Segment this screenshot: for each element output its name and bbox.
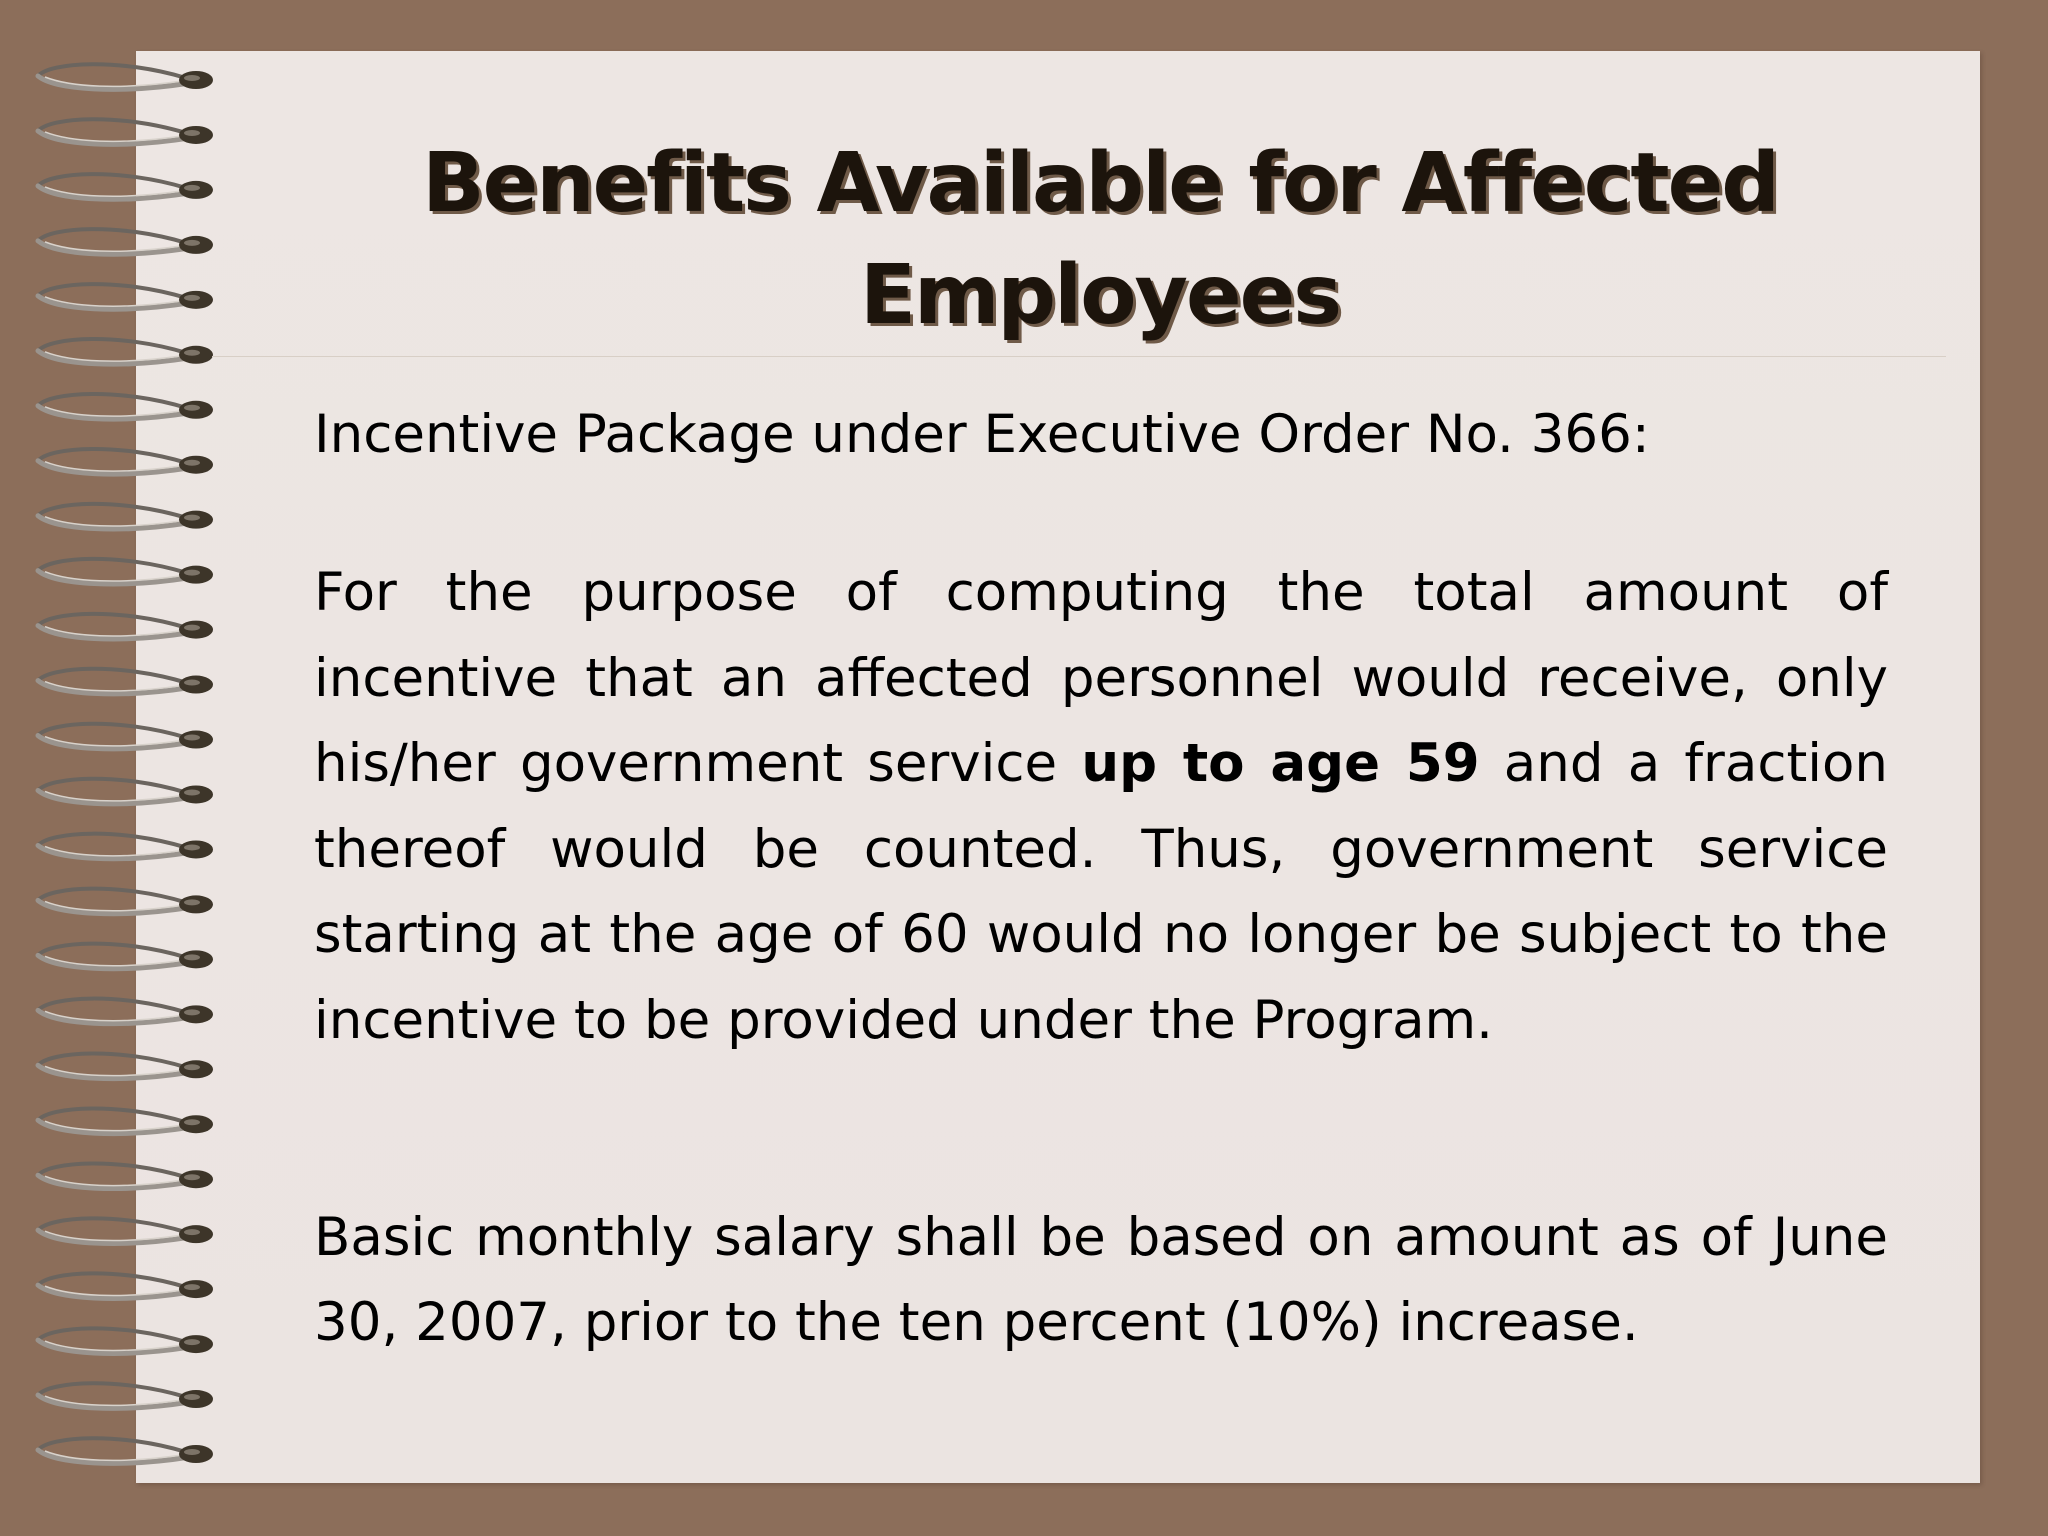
spiral-ring-icon [38, 64, 213, 89]
spiral-binding-icon [0, 0, 240, 1536]
paragraph-service-age-lead: For the purpose of computing the total amount of incentive that an affected personnel would receive, only his/her government service [314, 562, 1888, 794]
spiral-ring-icon [38, 944, 213, 969]
spiral-ring-icon [38, 1328, 213, 1353]
spiral-ring-icon [38, 229, 213, 254]
spiral-ring-icon [38, 1438, 213, 1463]
spiral-ring-icon [38, 504, 213, 529]
spiral-ring-icon [38, 559, 213, 584]
spiral-ring-icon [38, 1163, 213, 1188]
spiral-ring-icon [38, 614, 213, 639]
spiral-ring-icon [38, 724, 213, 749]
spiral-ring-icon [38, 1383, 213, 1408]
spiral-ring-icon [38, 779, 213, 804]
spiral-ring-icon [38, 174, 213, 199]
spiral-ring-icon [38, 889, 213, 914]
spiral-ring-icon [38, 669, 213, 694]
spiral-ring-icon [38, 119, 213, 144]
slide-title: Benefits Available for Affected Employees [422, 136, 1778, 343]
spiral-ring-icon [38, 1218, 213, 1243]
paragraph-basic-salary: Basic monthly salary shall be based on amount as of June 30, 2007, prior to the ten percent (10%) increase. [314, 1207, 1888, 1353]
spiral-ring-icon [38, 284, 213, 309]
spiral-ring-icon [38, 339, 213, 364]
spiral-ring-icon [38, 449, 213, 474]
spiral-ring-icon [38, 1108, 213, 1133]
spiral-ring-icon [38, 834, 213, 859]
spiral-ring-icon [38, 1054, 213, 1079]
paragraph-service-age [314, 550, 1888, 1063]
section-heading: Incentive Package under Executive Order No. 366: [314, 404, 1650, 465]
spiral-ring-icon [38, 1273, 213, 1298]
paragraph-service-age-tail: and a fraction thereof would be counted. Thus, government service starting at the age of 60 would no longer be subject to the incentive to be provided under the Program. [314, 733, 1888, 1051]
title-divider [212, 356, 1946, 357]
age-limit-emphasis: up to age 59 [1081, 733, 1480, 794]
spiral-ring-icon [38, 999, 213, 1024]
spiral-ring-icon [38, 394, 213, 419]
